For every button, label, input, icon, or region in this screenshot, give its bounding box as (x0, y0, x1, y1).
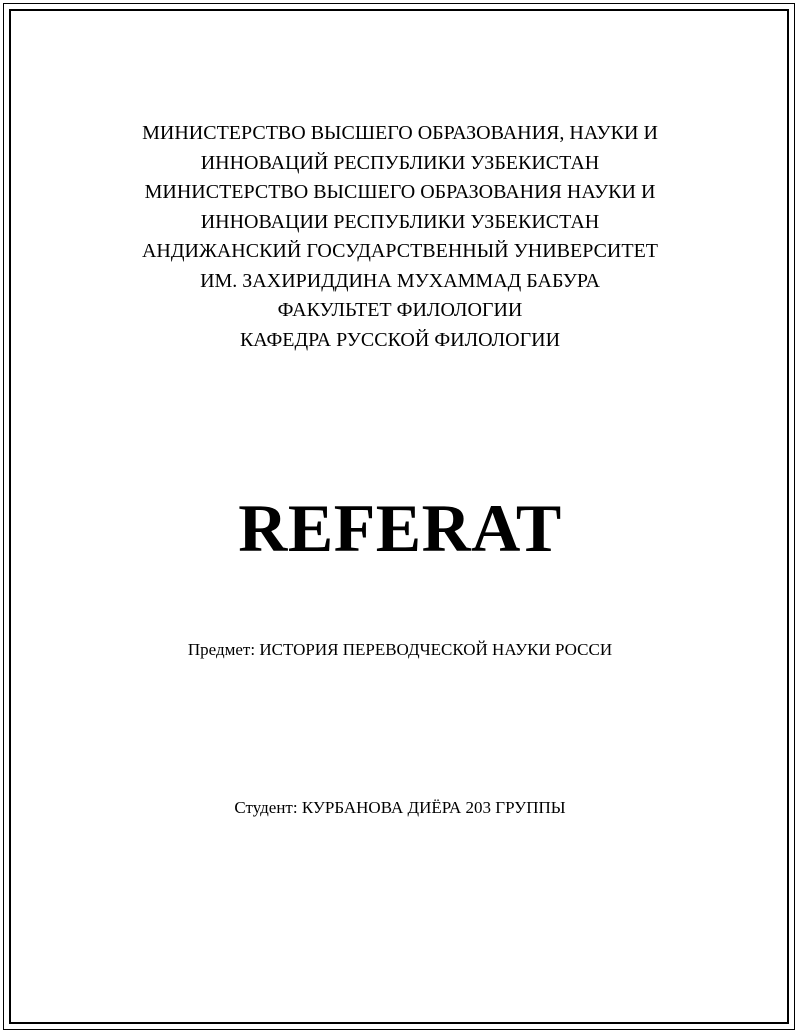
header-line-department: КАФЕДРА РУССКОЙ ФИЛОЛОГИИ (239, 328, 561, 351)
subject-value: ИСТОРИЯ ПЕРЕВОДЧЕСКОЙ НАУКИ РОССИ (259, 640, 613, 659)
header-line-faculty: ФАКУЛЬТЕТ ФИЛОЛОГИИ (277, 299, 523, 321)
subject-label: Предмет: (187, 640, 256, 659)
student-line (0, 796, 800, 820)
header-line-university-2: ИМ. ЗАХИРИДДИНА МУХАММАД БАБУРА (200, 269, 600, 292)
student-label: Студент: (234, 798, 298, 817)
institution-header (0, 119, 800, 355)
header-line-ministry-2: ИННОВАЦИЙ РЕСПУБЛИКИ УЗБЕКИСТАН (200, 151, 600, 174)
student-value: КУРБАНОВА ДИЁРА 203 ГРУППЫ (301, 798, 566, 817)
header-line-university-1: АНДИЖАНСКИЙ ГОСУДАРСТВЕННЫЙ УНИВЕРСИТЕТ (141, 240, 659, 262)
subject-line (0, 638, 800, 662)
header-line-ministry-4: ИННОВАЦИИ РЕСПУБЛИКИ УЗБЕКИСТАН (200, 210, 600, 233)
header-line-ministry-3: МИНИСТЕРСТВО ВЫСШЕГО ОБРАЗОВАНИЯ НАУКИ И (144, 181, 656, 203)
document-title: REFERAT (238, 490, 562, 566)
header-line-ministry-1: МИНИСТЕРСТВО ВЫСШЕГО ОБРАЗОВАНИЯ, НАУКИ И (142, 122, 658, 144)
